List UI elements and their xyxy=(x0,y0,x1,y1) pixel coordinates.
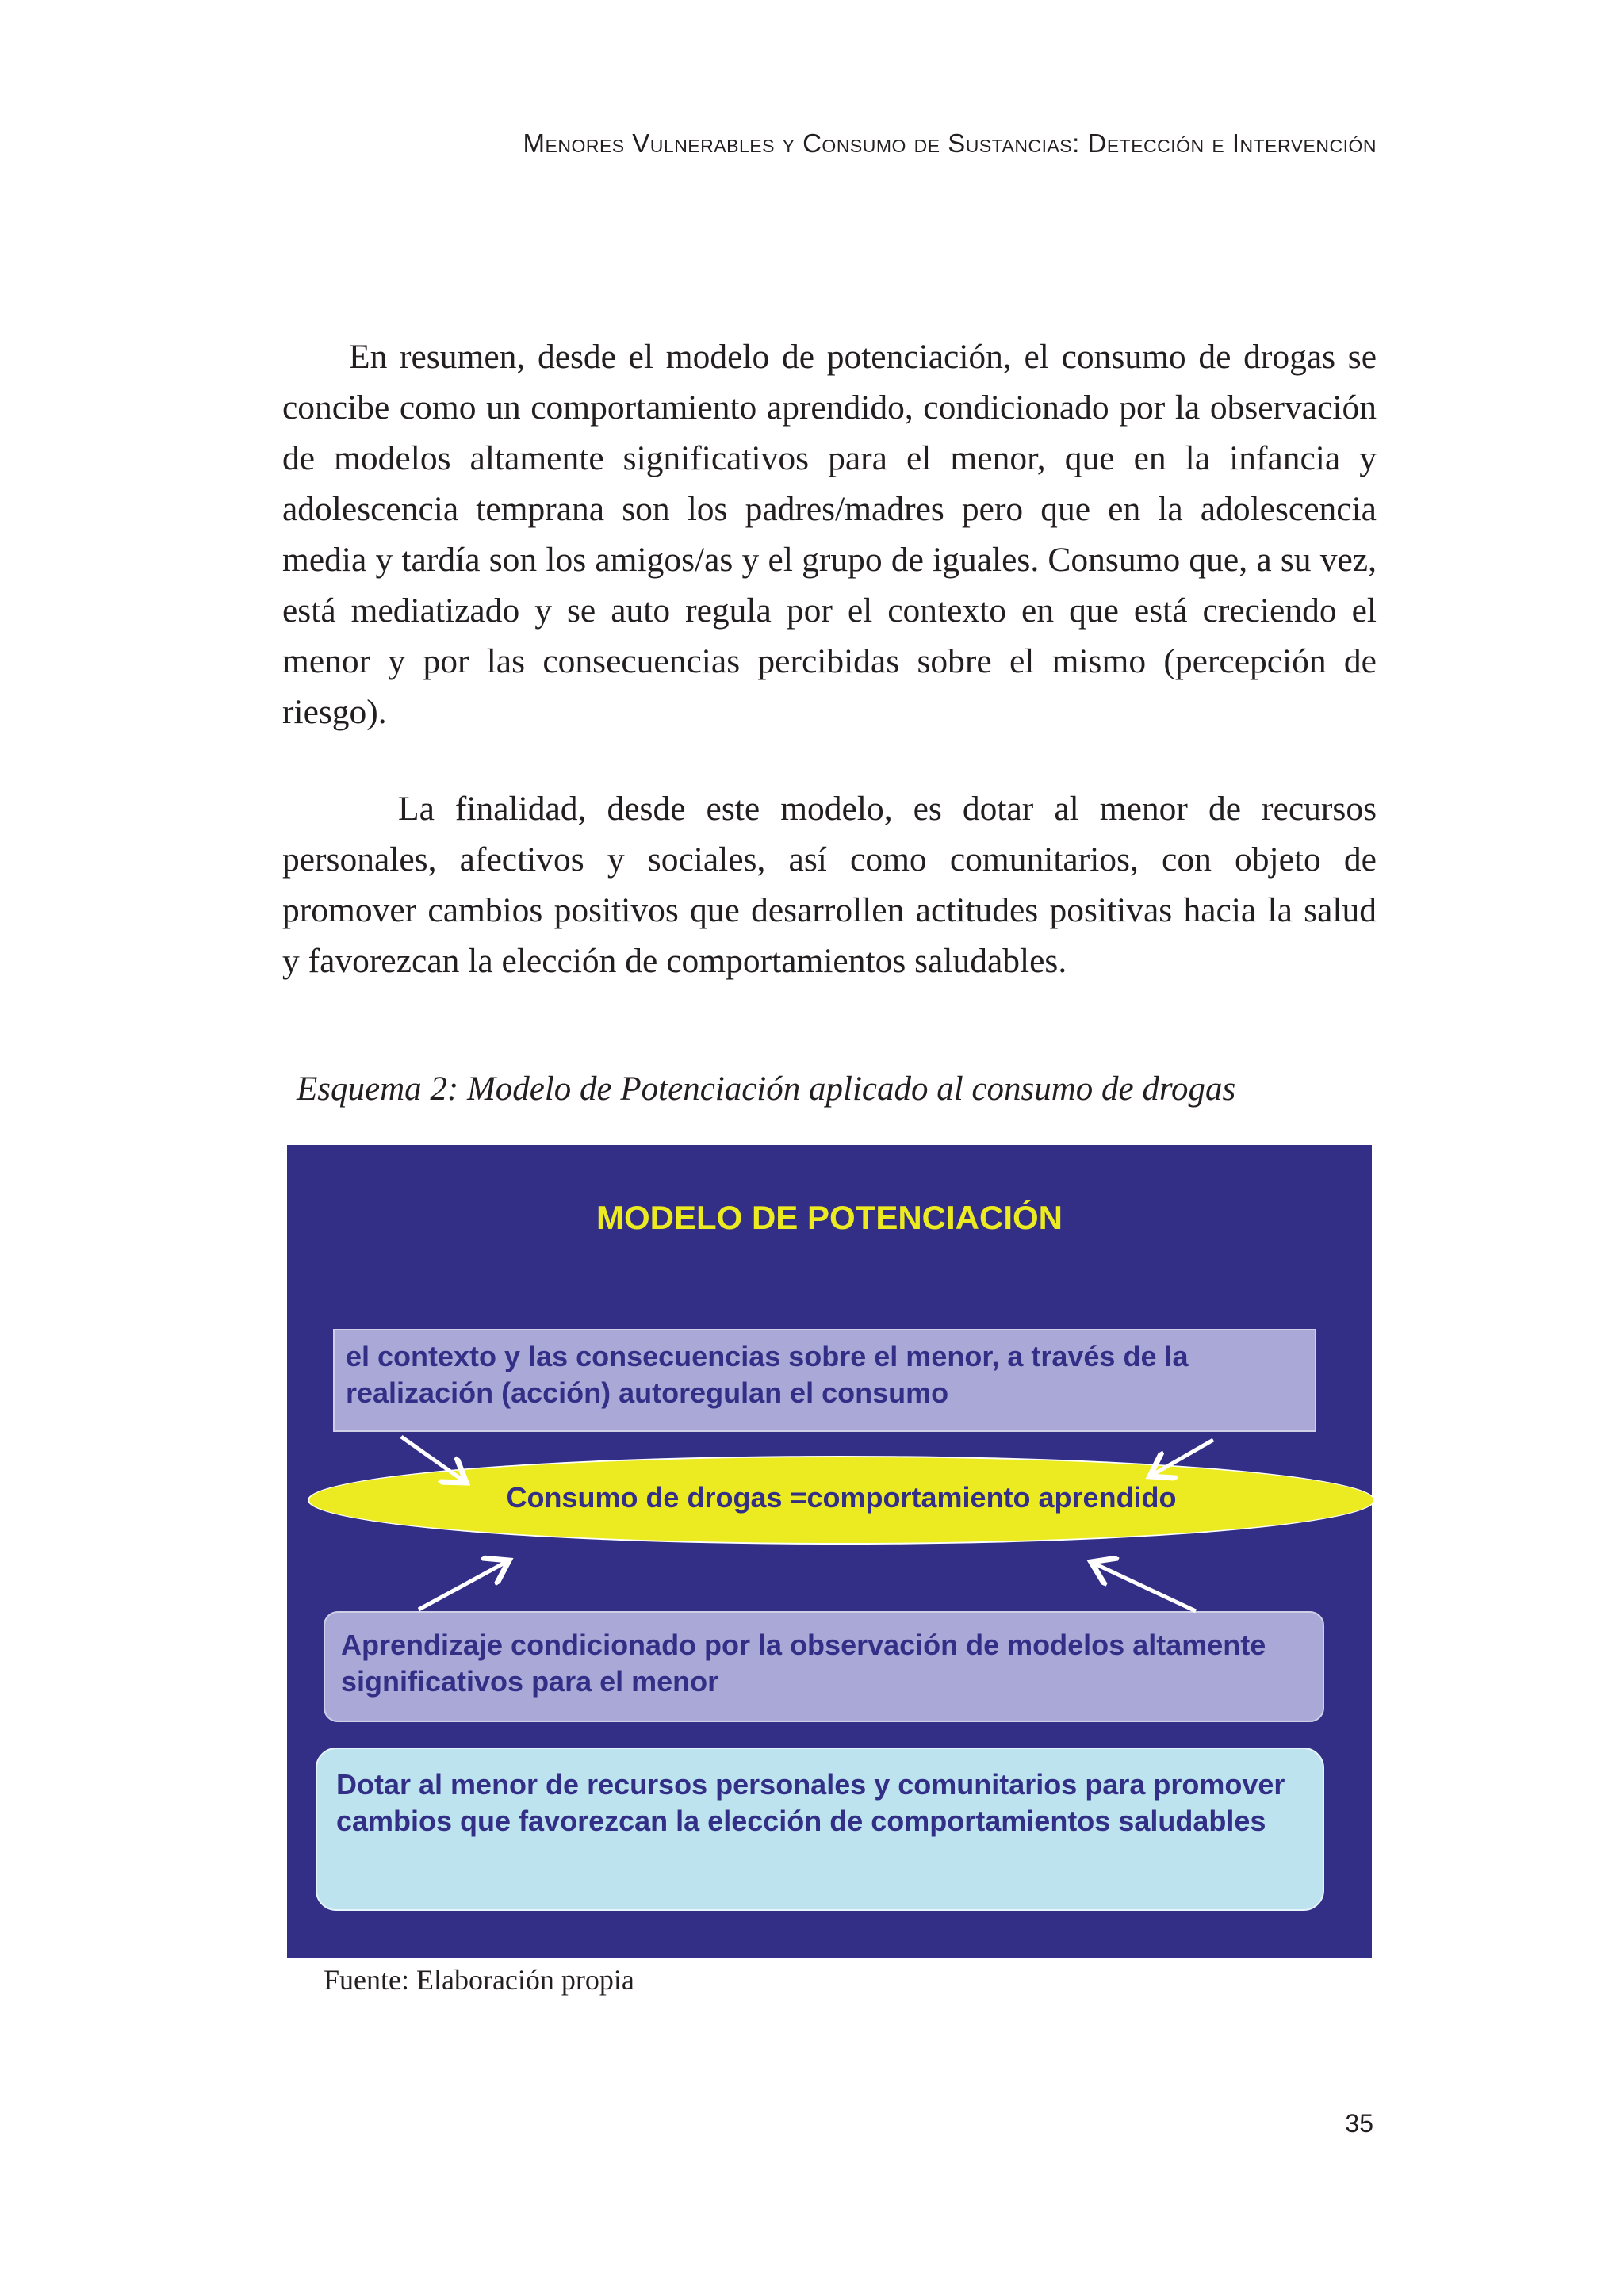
paragraph-purpose: La finalidad, desde este modelo, es dotar al menor de recursos personales, afectivos y sociales, así como comunitarios, con objeto de promover cambios positivos que desarrollen actitudes positivas hacia la salud y favorezcan la elección de comportamientos saludables. xyxy=(282,790,1377,980)
arrow-top-right xyxy=(1150,1440,1213,1476)
running-header: Menores Vulnerables y Consumo de Sustancias: Detección e Intervención xyxy=(523,128,1377,158)
arrow-bottom-right xyxy=(1091,1562,1196,1611)
arrow-top-left xyxy=(401,1437,466,1483)
page-number: 35 xyxy=(1345,2109,1373,2138)
diagram-title: MODELO DE POTENCIACIÓN xyxy=(596,1199,1063,1236)
empowerment-resources-box: Dotar al menor de recursos personales y comunitarios para promover cambios que favorezcan la elección de comportamientos saludables xyxy=(316,1748,1324,1911)
figure-source: Fuente: Elaboración propia xyxy=(324,1964,634,1996)
figure-caption: Esquema 2: Modelo de Potenciación aplicado al consumo de drogas xyxy=(297,1070,1236,1108)
empowerment-model-diagram xyxy=(287,1145,1372,1958)
ellipse-label: Consumo de drogas =comportamiento aprendido xyxy=(506,1481,1177,1514)
arrow-bottom-left xyxy=(419,1560,509,1610)
diagram-arrows xyxy=(287,1145,1372,1958)
context-consequences-box: el contexto y las consecuencias sobre el menor, a través de la realización (acción) autoregulan el consumo xyxy=(333,1329,1316,1432)
paragraph-summary: En resumen, desde el modelo de potenciación, el consumo de drogas se concibe como un comportamiento aprendido, condicionado por la observación de modelos altamente significativos para el menor, que en la infancia y adolescencia temprana son los padres/madres pero que en la adolescencia media y tardía son los amigos/as y el grupo de iguales. Consumo que, a su vez, está mediatizado y se auto regula por el contexto en que está creciendo el menor y por las consecuencias percibidas sobre el mismo (percepción de riesgo). xyxy=(282,338,1377,731)
observational-learning-box: Aprendizaje condicionado por la observación de modelos altamente significativos para el menor xyxy=(324,1611,1324,1722)
